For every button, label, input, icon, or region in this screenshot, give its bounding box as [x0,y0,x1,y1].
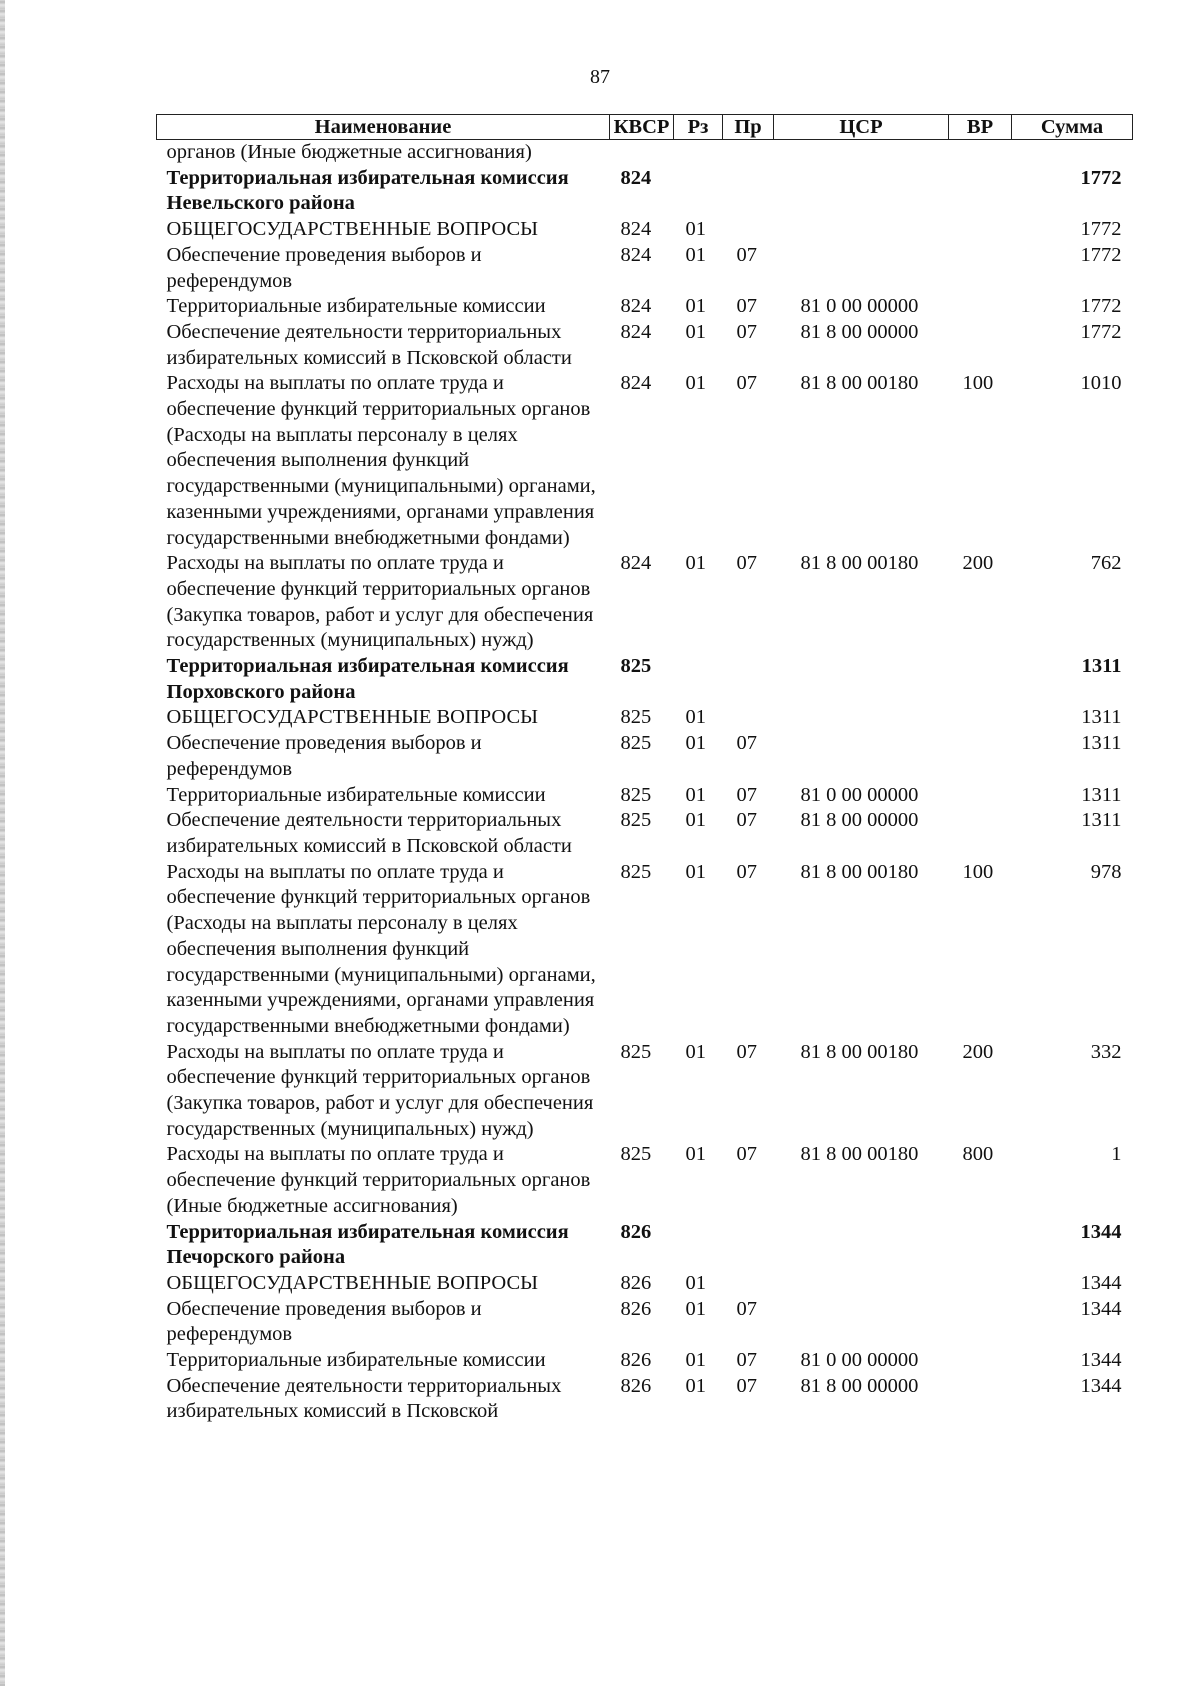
header-rz: Рз [674,115,723,140]
cell-csr: 81 8 00 00000 [800,320,919,343]
cell-rz: 01 [685,1349,706,1372]
cell-name: Обеспечение деятельности территориальных избирательных комиссий в Псковской области [166,809,572,857]
header-name: Наименование [157,115,610,140]
cell-rz: 01 [685,552,706,575]
table-row [157,1220,1133,1271]
header-pr: Пр [723,115,774,140]
table-row [157,166,1133,217]
cell-pr [723,654,774,705]
cell-name: Обеспечение деятельности территориальных избирательных комиссий в Псковской области [166,320,572,369]
cell-vr [949,1297,1012,1348]
cell-name: Расходы на выплаты по оплате труда и обеспечение функций территориальных органов (Расходы на выплаты персоналу в целях обеспечения выполнения функций государственными (муниципальными) органами, казенными учреждениями, органами управления государственными внебюджетными фондами) [166,372,596,549]
cell-csr [774,1271,949,1297]
cell-rz: 01 [685,706,706,729]
header-csr: ЦСР [774,115,949,140]
cell-rz [674,1220,723,1271]
cell-sum: 1344 [1080,1297,1122,1320]
cell-sum: 1311 [1081,706,1122,729]
cell-kvsr: 824 [620,295,652,318]
cell-rz [674,140,723,166]
cell-kvsr: 824 [620,218,652,241]
cell-pr [723,1271,774,1297]
cell-csr: 81 8 00 00180 [800,1143,919,1166]
header-kvsr: КВСР [610,115,674,140]
table-row [157,371,1133,551]
table-row [157,731,1133,782]
cell-name: Территориальная избирательная комиссия Порховского района [166,655,569,703]
cell-vr [949,140,1012,166]
cell-csr: 81 8 00 00180 [800,860,919,883]
table-row [157,243,1133,294]
cell-pr: 07 [736,1374,757,1397]
cell-pr [723,217,774,243]
cell-vr [949,654,1012,705]
cell-name: Расходы на выплаты по оплате труда и обеспечение функций территориальных органов (Расходы на выплаты персоналу в целях обеспечения выполнения функций государственными (муниципальными) органами, казенными учреждениями, органами управления государственными внебюджетными фондами) [166,860,596,1037]
cell-csr [774,731,949,782]
cell-vr [949,294,1012,320]
cell-kvsr: 826 [620,1271,652,1294]
cell-rz: 01 [685,809,706,832]
cell-vr [949,217,1012,243]
cell-kvsr: 825 [620,1040,652,1063]
table-row [157,320,1133,371]
header-vr: ВР [949,115,1012,140]
table-row [157,1297,1133,1348]
cell-vr: 800 [962,1143,994,1166]
cell-name: Территориальные избирательные комиссии [166,1349,546,1372]
table-row [157,1348,1133,1374]
cell-pr [723,1220,774,1271]
cell-name: Территориальные избирательные комиссии [166,295,546,318]
cell-csr [774,243,949,294]
table-row [157,1142,1133,1219]
cell-csr [774,1297,949,1348]
cell-rz: 01 [685,1374,706,1397]
cell-kvsr: 826 [620,1297,652,1320]
cell-sum: 1311 [1081,655,1122,678]
table-row [157,1374,1133,1425]
cell-csr: 81 8 00 00180 [800,552,919,575]
cell-name: Обеспечение деятельности территориальных избирательных комиссий в Псковской [166,1374,562,1423]
cell-name: Расходы на выплаты по оплате труда и обеспечение функций территориальных органов (Закупка товаров, работ и услуг для обеспечения государственных (муниципальных) нужд) [166,1040,594,1140]
cell-sum: 1772 [1080,243,1122,266]
cell-name: ОБЩЕГОСУДАРСТВЕННЫЕ ВОПРОСЫ [166,218,539,241]
cell-sum: 1344 [1080,1349,1122,1372]
cell-csr [774,140,949,166]
cell-csr [774,654,949,705]
table-row [157,294,1133,320]
cell-name: Обеспечение проведения выборов и референдумов [166,732,482,780]
cell-vr: 200 [962,552,994,575]
cell-sum: 1344 [1080,1374,1122,1397]
cell-kvsr: 825 [620,783,652,806]
table-row [157,1040,1133,1143]
cell-csr: 81 8 00 00180 [800,372,919,395]
cell-csr: 81 0 00 00000 [800,295,919,318]
cell-pr: 07 [736,1297,757,1320]
cell-sum: 1344 [1080,1220,1122,1243]
cell-pr: 07 [736,860,757,883]
cell-vr: 200 [962,1040,994,1063]
cell-sum: 1311 [1081,783,1122,806]
cell-kvsr: 825 [620,1143,652,1166]
cell-vr [949,1271,1012,1297]
cell-vr [949,808,1012,859]
cell-rz: 01 [685,1143,706,1166]
cell-rz: 01 [685,783,706,806]
cell-sum: 1344 [1080,1271,1122,1294]
cell-name: Территориальные избирательные комиссии [166,783,546,806]
cell-csr [774,1220,949,1271]
table-header [157,115,1133,140]
cell-rz: 01 [685,1040,706,1063]
cell-rz: 01 [685,1271,706,1294]
cell-kvsr: 825 [620,706,652,729]
cell-vr [949,243,1012,294]
cell-csr: 81 0 00 00000 [800,1349,919,1372]
cell-pr: 07 [736,783,757,806]
cell-kvsr: 824 [620,552,652,575]
cell-rz: 01 [685,218,706,241]
cell-rz [674,166,723,217]
table-row [157,1271,1133,1297]
cell-sum: 1772 [1080,218,1122,241]
cell-kvsr: 826 [620,1220,652,1243]
cell-pr [723,140,774,166]
cell-kvsr: 826 [620,1349,652,1372]
cell-name: Обеспечение проведения выборов и референдумов [166,243,482,292]
cell-pr: 07 [736,732,757,755]
cell-sum: 1311 [1081,809,1122,832]
cell-name: Территориальная избирательная комиссия Невельского района [166,166,569,215]
cell-name: Территориальная избирательная комиссия Печорского района [166,1220,569,1269]
cell-vr [949,731,1012,782]
cell-rz: 01 [685,320,706,343]
cell-rz: 01 [685,372,706,395]
cell-sum: 1772 [1080,320,1122,343]
cell-vr [949,1220,1012,1271]
cell-rz [674,654,723,705]
cell-pr: 07 [736,320,757,343]
cell-vr [949,320,1012,371]
cell-pr: 07 [736,295,757,318]
cell-kvsr: 824 [620,372,652,395]
table-row [157,551,1133,654]
budget-table [156,114,1133,1425]
cell-vr [949,1348,1012,1374]
table-row [157,654,1133,705]
cell-csr: 81 0 00 00000 [800,783,919,806]
cell-sum: 332 [1090,1040,1122,1063]
cell-pr: 07 [736,552,757,575]
cell-csr: 81 8 00 00000 [800,1374,919,1397]
cell-kvsr [610,140,674,166]
cell-vr [949,783,1012,809]
cell-pr [723,166,774,217]
cell-csr [774,217,949,243]
cell-kvsr: 826 [620,1374,652,1397]
cell-sum [1012,140,1133,166]
cell-csr: 81 8 00 00000 [800,809,919,832]
cell-name: органов (Иные бюджетные ассигнования) [166,141,532,163]
cell-kvsr: 825 [620,655,652,678]
page-number: 87 [590,66,610,88]
cell-kvsr: 825 [620,732,652,755]
cell-pr: 07 [736,1349,757,1372]
cell-rz: 01 [685,243,706,266]
cell-vr [949,1374,1012,1425]
cell-pr: 07 [736,809,757,832]
cell-pr: 07 [736,372,757,395]
cell-sum: 1772 [1080,166,1122,189]
cell-name: ОБЩЕГОСУДАРСТВЕННЫЕ ВОПРОСЫ [166,706,539,729]
cell-csr [774,166,949,217]
table-row [157,217,1133,243]
cell-sum: 1 [1111,1143,1122,1166]
table-row [157,783,1133,809]
cell-pr: 07 [736,1040,757,1063]
cell-name: Обеспечение проведения выборов и референдумов [166,1297,482,1346]
cell-kvsr: 824 [620,320,652,343]
cell-sum: 1010 [1080,372,1122,395]
cell-rz: 01 [685,860,706,883]
cell-pr: 07 [736,243,757,266]
cell-pr: 07 [736,1143,757,1166]
cell-sum: 762 [1090,552,1122,575]
scan-edge [0,0,5,1686]
table-row [157,140,1133,166]
cell-csr [774,705,949,731]
cell-vr [949,166,1012,217]
table-row [157,860,1133,1040]
cell-vr: 100 [962,860,994,883]
cell-name: Расходы на выплаты по оплате труда и обеспечение функций территориальных органов (Закупка товаров, работ и услуг для обеспечения государственных (муниципальных) нужд) [166,552,594,652]
cell-sum: 1772 [1080,295,1122,318]
cell-csr: 81 8 00 00180 [800,1040,919,1063]
cell-vr [949,705,1012,731]
cell-sum: 1311 [1081,732,1122,755]
cell-name: ОБЩЕГОСУДАРСТВЕННЫЕ ВОПРОСЫ [166,1271,539,1294]
cell-kvsr: 824 [620,243,652,266]
cell-kvsr: 825 [620,860,652,883]
cell-sum: 978 [1090,860,1122,883]
cell-rz: 01 [685,295,706,318]
cell-kvsr: 824 [620,166,652,189]
cell-pr [723,705,774,731]
cell-kvsr: 825 [620,809,652,832]
cell-name: Расходы на выплаты по оплате труда и обеспечение функций территориальных органов (Иные бюджетные ассигнования) [166,1143,591,1217]
table-row [157,808,1133,859]
cell-vr: 100 [962,372,994,395]
table-row [157,705,1133,731]
cell-rz: 01 [685,732,706,755]
header-sum: Сумма [1012,115,1133,140]
cell-rz: 01 [685,1297,706,1320]
